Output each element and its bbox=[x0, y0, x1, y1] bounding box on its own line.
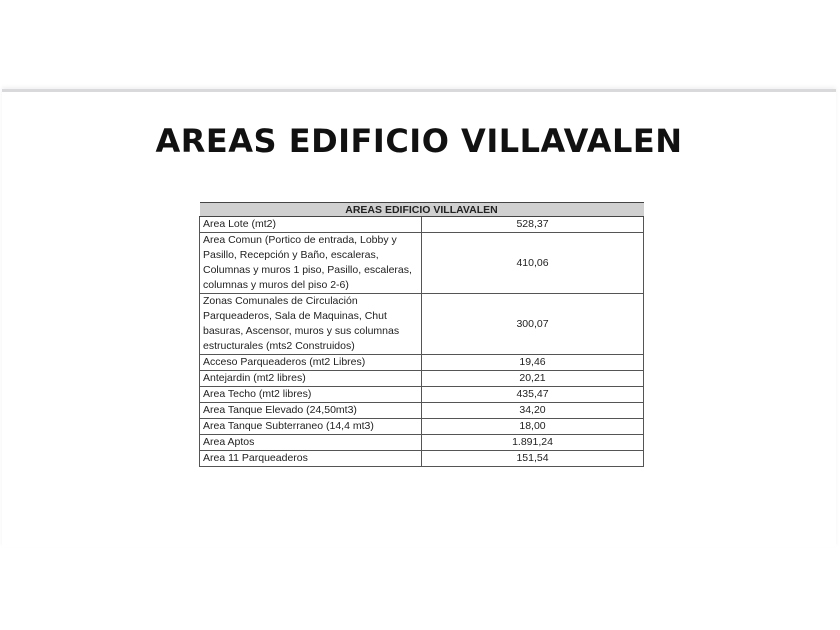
row-value: 1.891,24 bbox=[422, 435, 644, 451]
row-label: Area Lote (mt2) bbox=[200, 217, 422, 233]
row-value: 18,00 bbox=[422, 419, 644, 435]
row-label: Acceso Parqueaderos (mt2 Libres) bbox=[200, 355, 422, 371]
row-label: Antejardin (mt2 libres) bbox=[200, 371, 422, 387]
table-header: AREAS EDIFICIO VILLAVALEN bbox=[200, 203, 644, 217]
row-label: Area Aptos bbox=[200, 435, 422, 451]
table-row bbox=[200, 435, 644, 451]
row-value: 528,37 bbox=[422, 217, 644, 233]
row-label: Area Techo (mt2 libres) bbox=[200, 387, 422, 403]
row-label: Zonas Comunales de Circulación Parqueaderos, Sala de Maquinas, Chut basuras, Ascensor, muros y sus columnas estructurales (mts2 Construidos) bbox=[200, 294, 422, 355]
row-value: 20,21 bbox=[422, 371, 644, 387]
table-header-row bbox=[200, 203, 644, 217]
slide-title: AREAS EDIFICIO VILLAVALEN bbox=[155, 122, 683, 160]
table-row bbox=[200, 294, 644, 355]
row-value: 300,07 bbox=[422, 294, 644, 355]
areas-table bbox=[199, 202, 644, 467]
table-row bbox=[200, 451, 644, 467]
table-row bbox=[200, 233, 644, 294]
row-value: 151,54 bbox=[422, 451, 644, 467]
row-value: 435,47 bbox=[422, 387, 644, 403]
table-row bbox=[200, 387, 644, 403]
row-label: Area Comun (Portico de entrada, Lobby y Pasillo, Recepción y Baño, escaleras, Columnas y muros 1 piso, Pasillo, escaleras, columnas y muros del piso 2-6) bbox=[200, 233, 422, 294]
table-row bbox=[200, 355, 644, 371]
row-label: Area Tanque Elevado (24,50mt3) bbox=[200, 403, 422, 419]
table-row bbox=[200, 371, 644, 387]
row-value: 19,46 bbox=[422, 355, 644, 371]
table-row bbox=[200, 419, 644, 435]
document-slide bbox=[2, 89, 836, 547]
row-value: 34,20 bbox=[422, 403, 644, 419]
table-row bbox=[200, 403, 644, 419]
table-row bbox=[200, 217, 644, 233]
row-label: Area 11 Parqueaderos bbox=[200, 451, 422, 467]
row-label: Area Tanque Subterraneo (14,4 mt3) bbox=[200, 419, 422, 435]
row-value: 410,06 bbox=[422, 233, 644, 294]
